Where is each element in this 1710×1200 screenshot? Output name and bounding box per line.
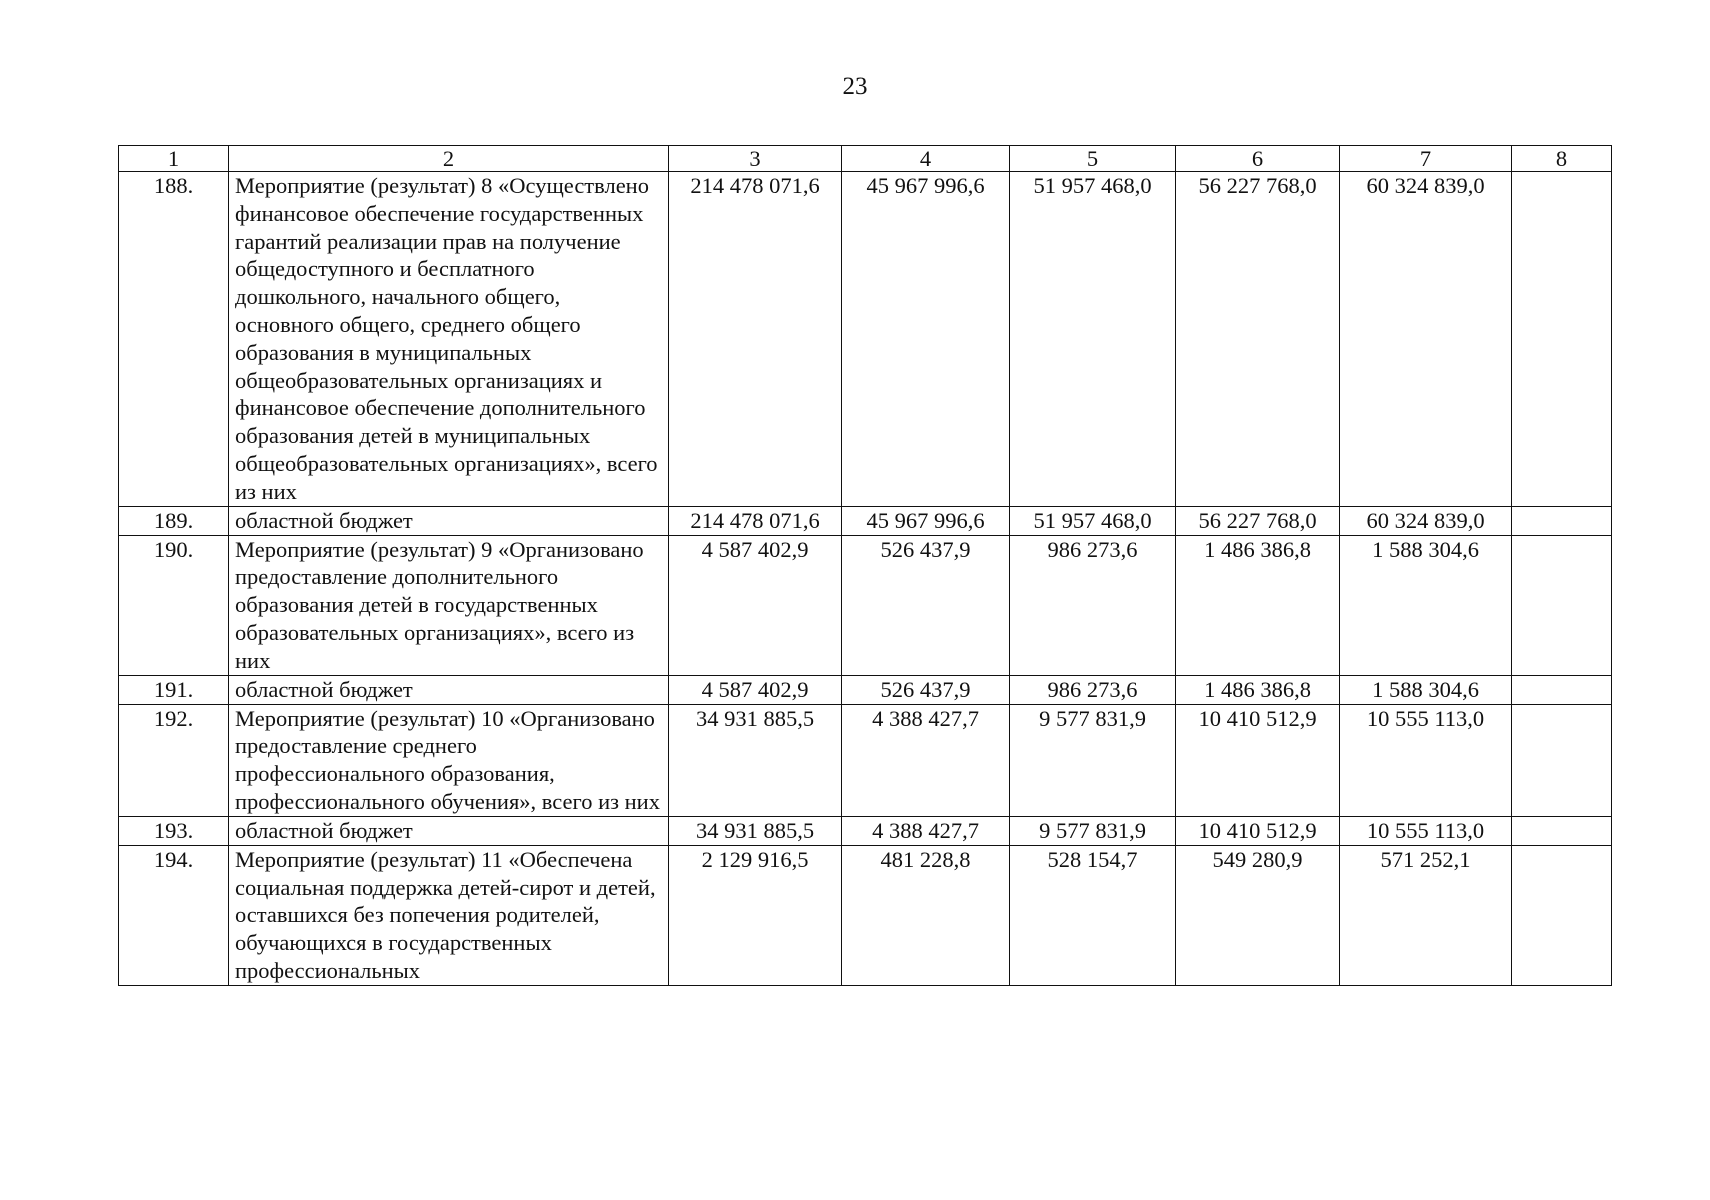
cell-value [1512,506,1612,535]
cell-value: 571 252,1 [1340,845,1512,985]
table-row [119,816,1612,845]
row-number: 191. [119,675,229,704]
cell-value: 9 577 831,9 [1010,816,1176,845]
row-name: областной бюджет [229,816,669,845]
cell-value: 34 931 885,5 [669,816,842,845]
cell-value: 1 588 304,6 [1340,535,1512,675]
table-header-row [119,146,1612,172]
cell-value: 549 280,9 [1176,845,1340,985]
cell-value: 10 410 512,9 [1176,704,1340,816]
cell-value: 51 957 468,0 [1010,172,1176,507]
cell-value: 986 273,6 [1010,535,1176,675]
cell-value: 4 587 402,9 [669,535,842,675]
cell-value [1512,172,1612,507]
cell-value: 34 931 885,5 [669,704,842,816]
row-name: Мероприятие (результат) 10 «Организовано предоставление среднего профессионального образования, профессионального обучения», всего из них [229,704,669,816]
column-header: 8 [1512,146,1612,172]
cell-value [1512,816,1612,845]
row-number: 194. [119,845,229,985]
cell-value: 9 577 831,9 [1010,704,1176,816]
table-row [119,845,1612,985]
cell-value: 1 486 386,8 [1176,535,1340,675]
cell-value: 10 410 512,9 [1176,816,1340,845]
row-name: Мероприятие (результат) 11 «Обеспечена социальная поддержка детей-сирот и детей, оставшихся без попечения родителей, обучающихся в государственных профессиональных [229,845,669,985]
cell-value: 10 555 113,0 [1340,816,1512,845]
page-number: 23 [842,73,868,100]
column-header: 4 [842,146,1010,172]
table-row [119,704,1612,816]
budget-table [118,145,1612,986]
cell-value: 60 324 839,0 [1340,172,1512,507]
cell-value [1512,535,1612,675]
row-name: Мероприятие (результат) 9 «Организовано предоставление дополнительного образования детей в государственных образовательных организациях», всего из них [229,535,669,675]
column-header: 2 [229,146,669,172]
cell-value: 214 478 071,6 [669,172,842,507]
row-name: Мероприятие (результат) 8 «Осуществлено финансовое обеспечение государственных гарантий реализации прав на получение общедоступного и бесплатного дошкольного, начального общего, основного общего, среднего общего образования в муниципальных общеобразовательных организациях и финансовое обеспечение дополнительного образования детей в муниципальных общеобразовательных организациях», всего из них [229,172,669,507]
cell-value: 45 967 996,6 [842,172,1010,507]
cell-value: 528 154,7 [1010,845,1176,985]
cell-value: 56 227 768,0 [1176,172,1340,507]
column-header: 5 [1010,146,1176,172]
row-number: 190. [119,535,229,675]
table-row [119,506,1612,535]
column-header: 1 [119,146,229,172]
cell-value [1512,704,1612,816]
table-row [119,675,1612,704]
cell-value: 481 228,8 [842,845,1010,985]
cell-value: 10 555 113,0 [1340,704,1512,816]
cell-value: 1 486 386,8 [1176,675,1340,704]
cell-value: 4 388 427,7 [842,816,1010,845]
row-number: 192. [119,704,229,816]
row-number: 188. [119,172,229,507]
cell-value: 60 324 839,0 [1340,506,1512,535]
cell-value: 56 227 768,0 [1176,506,1340,535]
cell-value: 526 437,9 [842,535,1010,675]
column-header: 6 [1176,146,1340,172]
cell-value: 45 967 996,6 [842,506,1010,535]
cell-value: 1 588 304,6 [1340,675,1512,704]
column-header: 3 [669,146,842,172]
row-number: 189. [119,506,229,535]
cell-value [1512,675,1612,704]
cell-value: 526 437,9 [842,675,1010,704]
cell-value: 214 478 071,6 [669,506,842,535]
table-row [119,172,1612,507]
table-row [119,535,1612,675]
column-header: 7 [1340,146,1512,172]
cell-value: 4 587 402,9 [669,675,842,704]
cell-value [1512,845,1612,985]
cell-value: 986 273,6 [1010,675,1176,704]
cell-value: 4 388 427,7 [842,704,1010,816]
cell-value: 2 129 916,5 [669,845,842,985]
row-number: 193. [119,816,229,845]
row-name: областной бюджет [229,506,669,535]
cell-value: 51 957 468,0 [1010,506,1176,535]
row-name: областной бюджет [229,675,669,704]
